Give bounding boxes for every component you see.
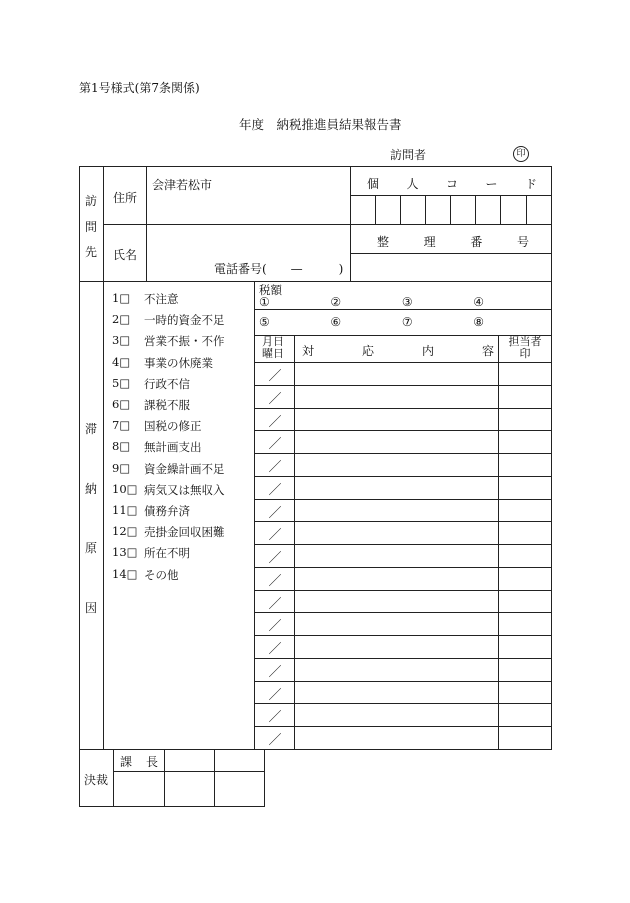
frame-line (551, 166, 552, 750)
date-slash[interactable]: ／ (268, 483, 282, 498)
date-slash[interactable]: ／ (268, 437, 282, 452)
reason-checkbox[interactable]: 10□ (112, 481, 138, 496)
visit-target-label: 訪 問 先 (84, 194, 97, 259)
reason-item[interactable] (112, 482, 225, 498)
reason-label: 不注意 (144, 292, 179, 306)
date-slash[interactable]: ／ (268, 460, 282, 475)
log-row-line (254, 658, 552, 659)
tax-cell[interactable]: ⑥ (330, 315, 342, 329)
reason-checkbox[interactable]: 5□ (112, 375, 131, 390)
address-field[interactable]: 会津若松市 (152, 178, 213, 192)
frame-line (498, 335, 499, 749)
frame-line (400, 195, 401, 224)
reason-checkbox[interactable]: 2□ (112, 312, 131, 327)
log-row-line (254, 612, 552, 613)
log-row-line (254, 453, 552, 454)
reason-checkbox[interactable]: 12□ (112, 524, 138, 539)
frame-line (264, 749, 265, 807)
date-slash[interactable]: ／ (268, 710, 282, 725)
reason-item[interactable] (112, 312, 225, 328)
frame-line (79, 749, 552, 750)
log-row-line (254, 476, 552, 477)
reason-checkbox[interactable]: 1□ (112, 291, 131, 305)
phone-field[interactable]: 電話番号( — ) (214, 262, 344, 276)
delinquency-cause-label: 滞 納 原 因 (84, 422, 97, 615)
reason-label: 無計画支出 (144, 440, 202, 455)
log-row-line (254, 521, 552, 522)
reason-item[interactable] (112, 567, 179, 583)
staff-header: 担当者 印 (508, 335, 542, 360)
log-row-line (254, 590, 552, 591)
reason-label: その他 (144, 567, 179, 582)
date-slash[interactable]: ／ (268, 688, 282, 703)
frame-line (79, 281, 552, 282)
date-slash[interactable]: ／ (268, 642, 282, 657)
tax-cell[interactable]: ⑤ (259, 315, 270, 329)
frame-line (450, 195, 451, 224)
chief-label: 課 長 (120, 755, 158, 769)
date-slash[interactable]: ／ (268, 415, 282, 430)
reason-item[interactable] (112, 503, 190, 519)
reason-label: 病気又は無収入 (144, 482, 225, 497)
approval-seal-box[interactable] (215, 772, 264, 806)
frame-line (146, 166, 147, 281)
reason-item[interactable] (112, 524, 225, 540)
log-row-line (254, 635, 552, 636)
page-title: 年度 納税推進員結果報告書 (239, 117, 402, 132)
frame-line (103, 224, 552, 225)
frame-line (350, 253, 552, 254)
frame-line (294, 335, 295, 749)
reference-number-header: 整 理 番 号 (377, 235, 529, 249)
reason-checkbox[interactable]: 4□ (112, 354, 131, 369)
date-header: 月日 曜日 (262, 335, 284, 360)
frame-line (475, 195, 476, 224)
reason-item[interactable] (112, 376, 190, 392)
frame-line (500, 195, 501, 224)
log-row-line (254, 430, 552, 431)
reason-item[interactable] (112, 418, 202, 434)
log-row-line (254, 726, 552, 727)
frame-line (79, 166, 80, 807)
frame-line (254, 362, 552, 363)
reason-item[interactable] (112, 397, 190, 413)
date-slash[interactable]: ／ (268, 619, 282, 634)
personal-code-header: 個 人 コ ー ド (367, 177, 537, 191)
address-label: 住所 (113, 191, 138, 205)
date-slash[interactable]: ／ (268, 528, 282, 543)
frame-line (103, 166, 104, 750)
reason-item[interactable] (112, 291, 179, 307)
reason-item[interactable] (112, 355, 213, 371)
date-slash[interactable]: ／ (268, 733, 282, 748)
approval-label: 決裁 (84, 773, 109, 787)
reason-item[interactable] (112, 333, 225, 349)
frame-line (375, 195, 376, 224)
reason-label: 事業の休廃業 (144, 355, 213, 370)
log-row-line (254, 499, 552, 500)
reason-label: 一時的資金不足 (144, 313, 225, 328)
date-slash[interactable]: ／ (268, 597, 282, 612)
date-slash[interactable]: ／ (268, 392, 282, 407)
form-id: 第1号様式(第7条関係) (79, 81, 200, 95)
tax-cell[interactable]: ④ (473, 295, 484, 309)
date-slash[interactable]: ／ (268, 506, 282, 521)
frame-line (79, 166, 552, 167)
tax-row-1 (259, 295, 484, 309)
log-row-line (254, 544, 552, 545)
reason-label: 行政不信 (144, 376, 190, 391)
frame-line (425, 195, 426, 224)
reason-label: 課税不服 (144, 398, 190, 412)
tax-cell[interactable]: ⑧ (473, 315, 484, 329)
log-row-line (254, 703, 552, 704)
tax-label: 税額 (259, 283, 282, 297)
frame-line (526, 195, 527, 224)
visitor-label: 訪問者 (390, 148, 427, 162)
reason-label: 国税の修正 (144, 419, 202, 434)
reason-checkbox[interactable]: 9□ (112, 460, 131, 475)
reason-item[interactable] (112, 461, 225, 477)
log-row-line (254, 681, 552, 682)
tax-row-2 (259, 315, 484, 329)
tax-cell[interactable]: ③ (401, 295, 413, 309)
date-slash[interactable]: ／ (268, 369, 282, 384)
frame-line (254, 309, 552, 310)
content-header: 対 応 内 容 (302, 344, 494, 358)
reason-checkbox[interactable]: 13□ (112, 545, 138, 560)
reason-checkbox[interactable]: 8□ (112, 439, 131, 454)
approval-seal-box[interactable] (165, 772, 214, 806)
tax-cell[interactable]: ② (330, 295, 342, 309)
frame-line (350, 195, 552, 196)
chief-seal-box[interactable] (114, 772, 164, 806)
date-slash[interactable]: ／ (268, 574, 282, 589)
reason-item[interactable] (112, 439, 202, 455)
log-row-line (254, 567, 552, 568)
reason-label: 債務弁済 (144, 504, 190, 518)
reason-checkbox[interactable]: 14□ (112, 566, 138, 581)
reason-checkbox[interactable]: 11□ (112, 503, 138, 517)
visitor-seal-area (513, 145, 529, 162)
frame-line (254, 281, 255, 749)
frame-line (350, 166, 351, 281)
reason-label: 所在不明 (144, 546, 190, 561)
seal-mark-icon: 印 (513, 146, 529, 162)
log-row-line (254, 408, 552, 409)
reason-checkbox[interactable]: 6□ (112, 397, 131, 411)
reason-label: 売掛金回収困難 (144, 525, 225, 540)
date-slash[interactable]: ／ (268, 551, 282, 566)
tax-cell[interactable]: ① (259, 295, 270, 309)
reason-label: 資金繰計画不足 (144, 461, 225, 476)
name-label: 氏名 (113, 248, 138, 262)
frame-line (79, 806, 265, 807)
log-row-line (254, 385, 552, 386)
tax-cell[interactable]: ⑦ (401, 315, 413, 329)
reason-checkbox[interactable]: 3□ (112, 333, 131, 348)
reason-label: 営業不振・不作 (144, 334, 225, 349)
date-slash[interactable]: ／ (268, 665, 282, 680)
reason-item[interactable] (112, 545, 190, 561)
reason-checkbox[interactable]: 7□ (112, 418, 131, 433)
